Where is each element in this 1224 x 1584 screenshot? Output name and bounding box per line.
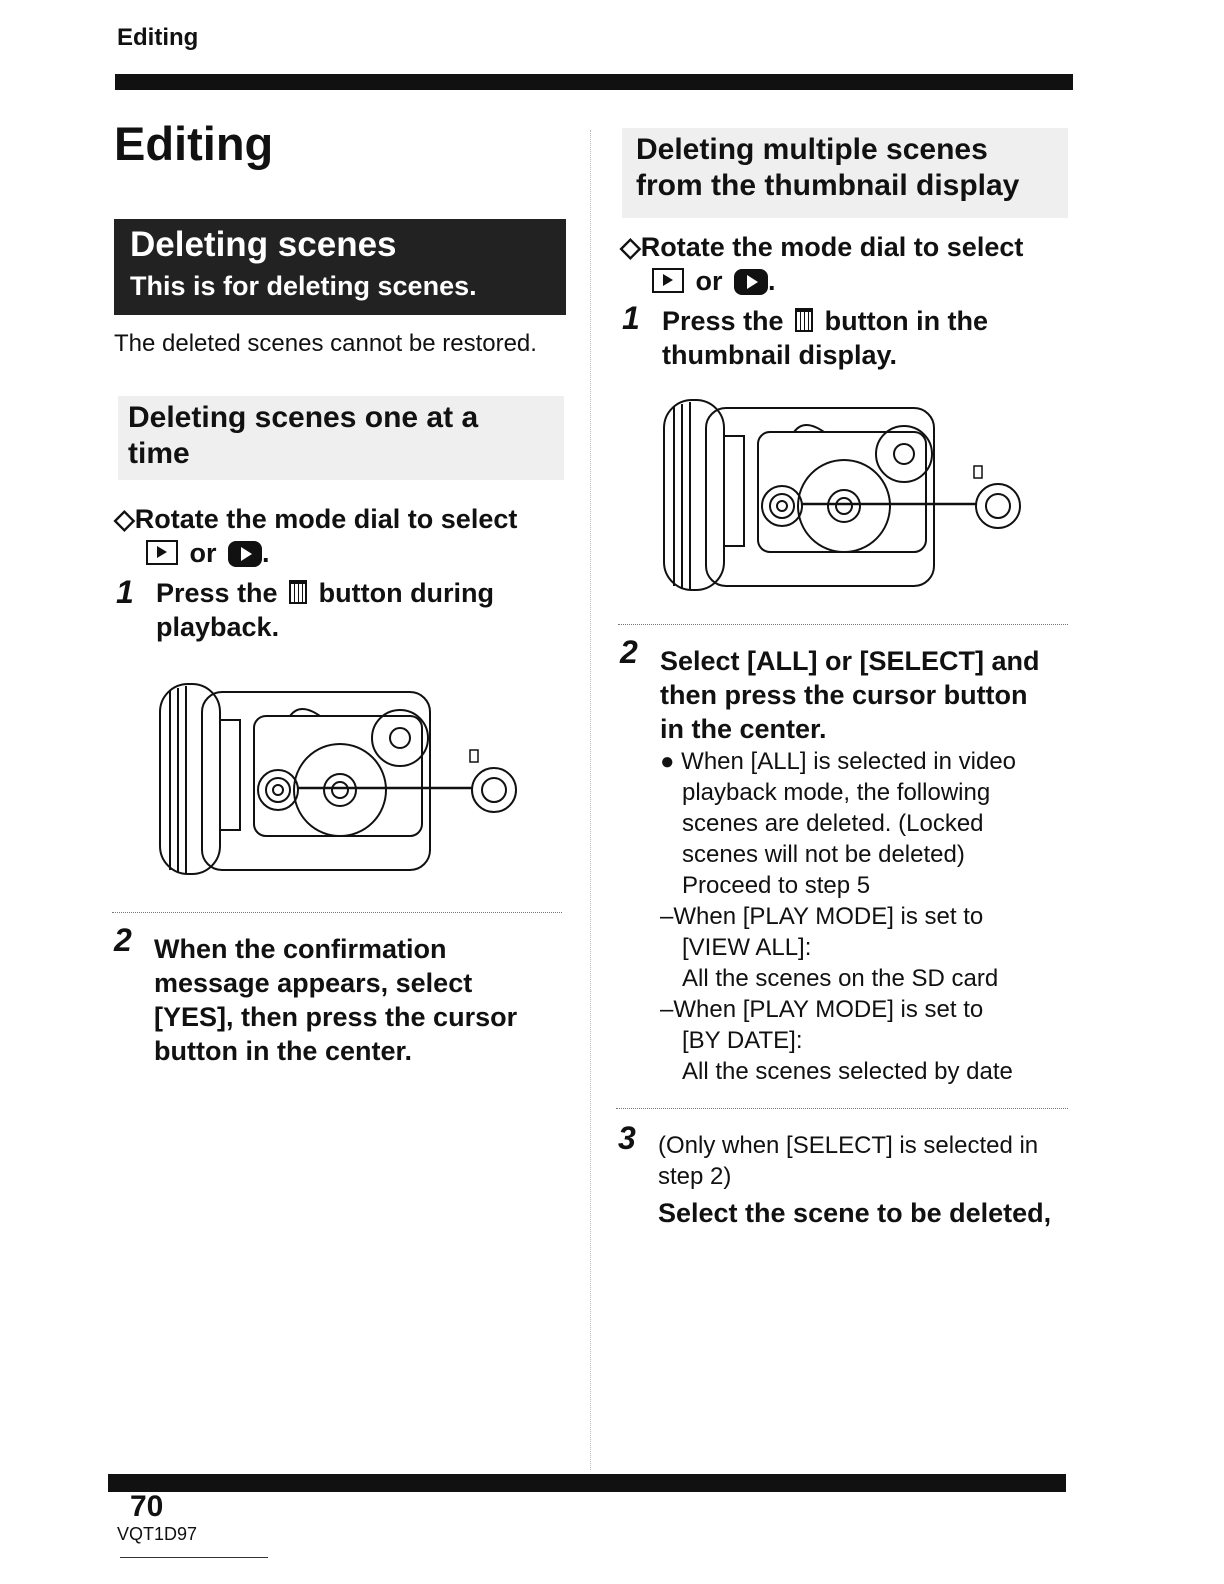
- page-number: 70: [130, 1490, 164, 1523]
- dial-instruction: ◇Rotate the mode dial to select: [114, 504, 518, 534]
- section-box: [114, 219, 566, 315]
- step-number: 3: [618, 1120, 636, 1156]
- section-title: Deleting scenes: [130, 225, 397, 264]
- step-divider: [618, 624, 1068, 625]
- step-2-details: ● When [ALL] is selected in video playback mode, the following scenes are deleted. (Locked scenes will not be deleted) Proceed to step 5 –When [PLAY MODE] is set to [VIEW ALL]: All the scenes on the SD card –When [PLAY MODE] is set to [BY DATE]: All the scenes selected by date: [660, 748, 1017, 1085]
- step-2-text: Select [ALL] or [SELECT] and then press the cursor button in the center.: [660, 646, 1040, 744]
- section-subtitle: This is for deleting scenes.: [130, 271, 477, 301]
- bullet-icon: ●: [660, 748, 675, 775]
- running-header: Editing: [117, 24, 199, 51]
- camera-illustration: [654, 396, 1034, 596]
- trash-icon: [289, 580, 307, 604]
- step-1-text: Press the button in the thumbnail display.: [662, 306, 989, 370]
- playback-mode-icon: [652, 268, 684, 293]
- dash-icon: –: [660, 903, 674, 930]
- picture-playback-icon: [228, 541, 262, 567]
- footer-rule: [108, 1474, 1066, 1492]
- diamond-icon: ◇: [620, 232, 641, 262]
- picture-playback-icon: [734, 269, 768, 295]
- right-heading: Deleting multiple scenes from the thumbnail display: [636, 133, 1020, 202]
- diamond-icon: ◇: [114, 504, 135, 534]
- dial-instruction: ◇Rotate the mode dial to select: [620, 232, 1024, 262]
- step-number: 2: [114, 922, 132, 958]
- step-divider: [112, 912, 562, 913]
- step-number: 2: [620, 634, 638, 670]
- dial-modes: or .: [652, 264, 776, 298]
- page-title: Editing: [114, 117, 274, 170]
- step-number: 1: [116, 574, 134, 610]
- camera-illustration: [150, 680, 530, 880]
- header-rule: [115, 74, 1073, 90]
- step-2-text: When the confirmation message appears, select [YES], then press the cursor button in the center.: [154, 934, 518, 1066]
- column-divider: [590, 130, 591, 1470]
- step-3-instruction: Select the scene to be deleted,: [658, 1198, 1052, 1228]
- step-number: 1: [622, 300, 640, 336]
- footer-underline: [120, 1557, 268, 1558]
- step-divider: [616, 1108, 1068, 1109]
- dial-modes: or .: [146, 536, 270, 570]
- trash-icon: [795, 308, 813, 332]
- dash-icon: –: [660, 996, 674, 1023]
- restore-note: The deleted scenes cannot be restored.: [114, 330, 537, 357]
- playback-mode-icon: [146, 540, 178, 565]
- step-1-text: Press the button during playback.: [156, 578, 495, 642]
- document-code: VQT1D97: [117, 1524, 198, 1544]
- step-3-text: (Only when [SELECT] is selected in step 2): [658, 1132, 1039, 1190]
- subsection-heading: Deleting scenes one at a time: [128, 401, 479, 470]
